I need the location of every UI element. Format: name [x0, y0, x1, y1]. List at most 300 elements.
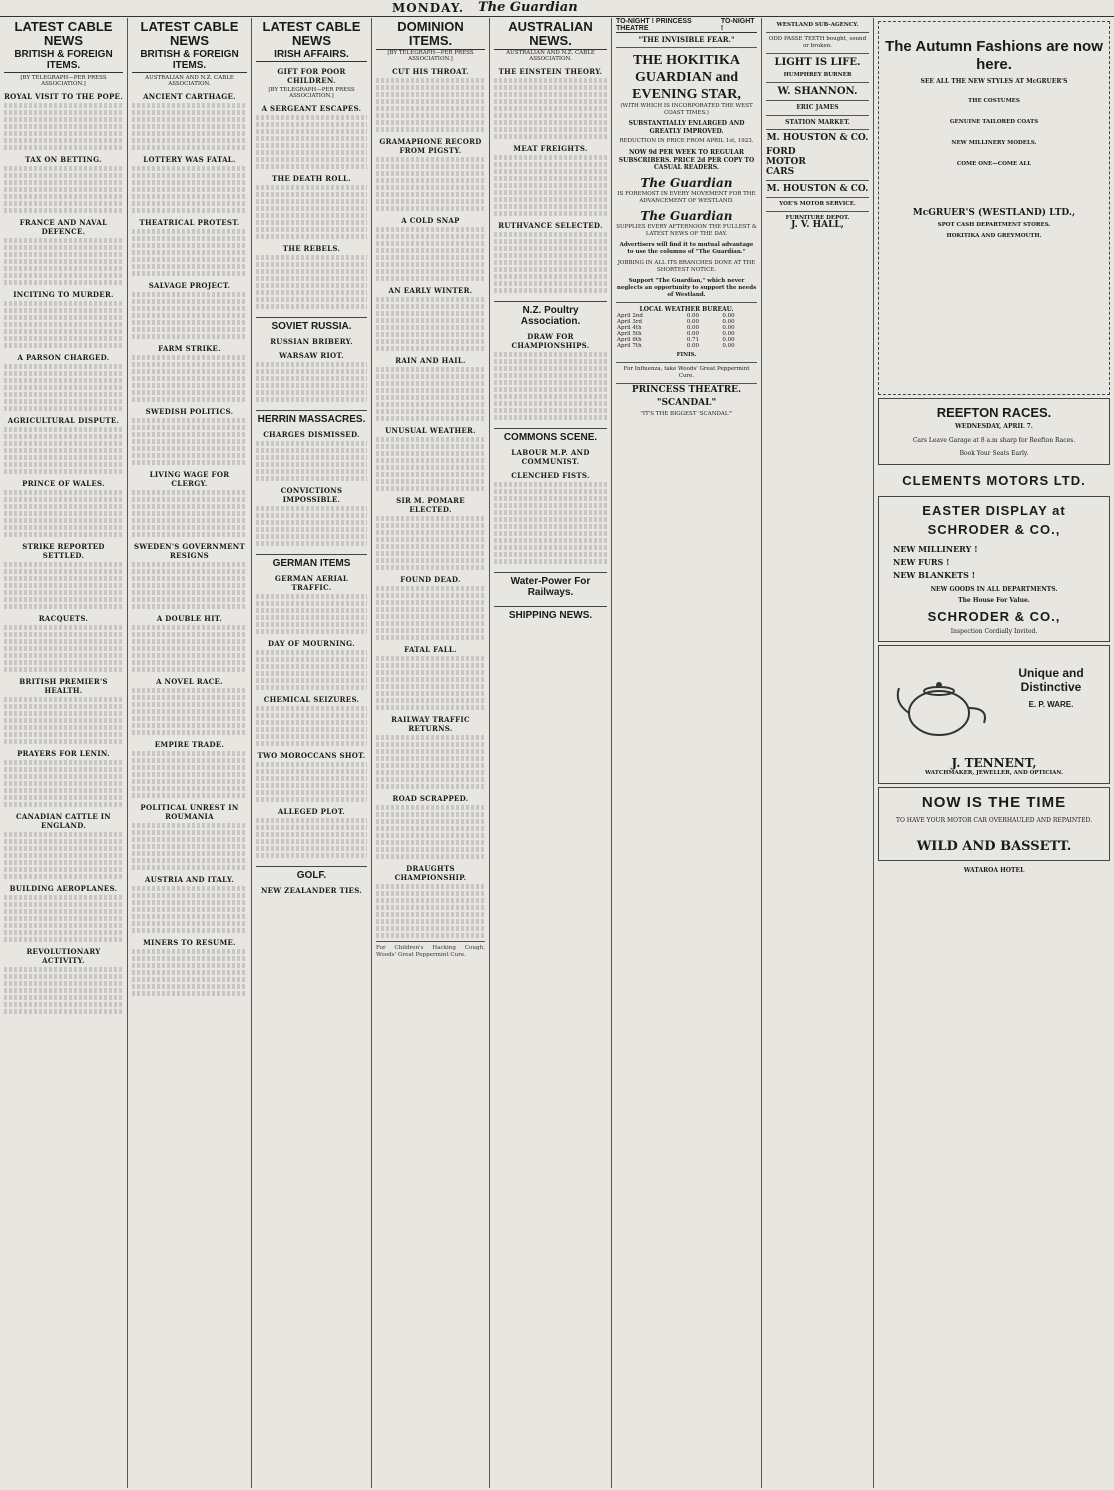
poultry-heading: N.Z. Poultry Association.: [494, 301, 607, 327]
body-text-line: [4, 504, 123, 509]
news-headline: PRINCE OF WALES.: [22, 478, 105, 488]
body-text-line: [4, 208, 123, 213]
body-text-line: [4, 767, 123, 772]
body-text-line: [494, 78, 607, 83]
news-headline: CLENCHED FISTS.: [511, 470, 590, 480]
body-text-line: [376, 437, 485, 442]
wild-bassett-ad: [878, 787, 1110, 861]
body-text-line: [376, 381, 485, 386]
commons-heading: COMMONS SCENE.: [494, 428, 607, 443]
body-text-line: [494, 134, 607, 139]
body-text-line: [4, 937, 123, 942]
body-text-line: [4, 497, 123, 502]
body-text-line: [132, 716, 247, 721]
body-text-line: [4, 774, 123, 779]
body-text-line: [4, 646, 123, 651]
body-text-line: [494, 267, 607, 272]
mcgruer-name: McGRUER'S (WESTLAND) LTD.,: [912, 207, 1076, 218]
body-text-line: [132, 921, 247, 926]
body-text-line: [4, 967, 123, 972]
body-text-line: [494, 85, 607, 90]
body-text-line: [376, 304, 485, 309]
body-text-line: [132, 865, 247, 870]
scandal-subtitle: "IT'S THE BIGGEST 'SCANDAL'": [640, 410, 733, 417]
body-text-line: [376, 833, 485, 838]
news-headline: THEATRICAL PROTEST.: [139, 217, 240, 227]
body-text-line: [4, 832, 123, 837]
body-text-line: [256, 206, 367, 211]
now-time-heading: NOW IS THE TIME: [921, 794, 1067, 811]
body-text-line: [256, 853, 367, 858]
paper-name: The Guardian: [478, 0, 578, 15]
body-text-line: [376, 339, 485, 344]
body-text-line: [4, 245, 123, 250]
body-text-line: [4, 266, 123, 271]
body-text-line: [256, 671, 367, 676]
body-text-line: [376, 826, 485, 831]
body-text-line: [376, 656, 485, 661]
houston-heading-2: M. HOUSTON & CO.: [766, 184, 869, 194]
body-text-line: [4, 194, 123, 199]
body-text-line: [376, 777, 485, 782]
body-text-line: [494, 211, 607, 216]
enlarged-notice: SUBSTANTIALLY ENLARGED AND GREATLY IMPROVED.: [628, 120, 745, 135]
body-text-line: [4, 795, 123, 800]
body-text-line: [132, 418, 247, 423]
news-headline: CHARGES DISMISSED.: [263, 429, 360, 439]
body-text-line: [494, 408, 607, 413]
body-text-line: [376, 805, 485, 810]
body-text-line: [256, 534, 367, 539]
body-text-line: [256, 650, 367, 655]
body-text-line: [376, 409, 485, 414]
body-text-line: [494, 190, 607, 195]
weather-cell: 0.71: [686, 337, 700, 343]
body-text-line: [132, 667, 247, 672]
news-headline: GRAMAPHONE RECORD FROM PIGSTY.: [379, 136, 482, 155]
body-text-line: [494, 120, 607, 125]
body-text-line: [4, 718, 123, 723]
body-text-line: [4, 988, 123, 993]
unique-heading: Unique and Distinctive: [1018, 666, 1084, 694]
news-headline: WARSAW RIOT.: [279, 350, 344, 360]
motor-car-heading: TO HAVE YOUR MOTOR CAR OVERHAULED AND REPAINTED.: [895, 817, 1093, 824]
body-text-line: [256, 383, 367, 388]
body-text-line: [4, 427, 123, 432]
easter-heading: EASTER DISPLAY at: [922, 502, 1066, 518]
houston-heading: M. HOUSTON & CO.: [766, 133, 869, 143]
body-text-line: [4, 583, 123, 588]
body-text-line: [494, 281, 607, 286]
body-text-line: [376, 120, 485, 125]
body-text-line: [494, 352, 607, 357]
body-text-line: [4, 371, 123, 376]
body-text-line: [256, 727, 367, 732]
body-text-line: [132, 138, 247, 143]
news-headline: GERMAN AERIAL TRAFFIC.: [274, 573, 349, 592]
telegraph-note: AUSTRALIAN AND N.Z. CABLE ASSOCIATION.: [145, 74, 234, 87]
finis: FINIS.: [676, 352, 697, 358]
body-text-line: [4, 895, 123, 900]
body-text-line: [4, 273, 123, 278]
news-headline: LIVING WAGE FOR CLERGY.: [149, 469, 230, 488]
body-text-line: [494, 239, 607, 244]
body-text-line: [4, 1009, 123, 1014]
body-text-line: [376, 157, 485, 162]
body-text-line: [132, 187, 247, 192]
column-subheading: IRISH AFFAIRS.: [256, 49, 367, 62]
page-masthead: [0, 0, 1114, 17]
millinery-heading: NEW MILLINERY MODELS.: [951, 139, 1037, 146]
body-text-line: [256, 157, 367, 162]
body-text-line: [376, 444, 485, 449]
film-title: "THE INVISIBLE FEAR.": [638, 35, 735, 44]
body-text-line: [256, 629, 367, 634]
body-text-line: [376, 479, 485, 484]
body-text-line: [256, 685, 367, 690]
body-text-line: [132, 525, 247, 530]
body-text-line: [376, 241, 485, 246]
body-text-line: [256, 664, 367, 669]
body-text-line: [256, 185, 367, 190]
weather-cell: 0.00: [722, 325, 735, 331]
body-text-line: [4, 930, 123, 935]
body-text-line: [494, 538, 607, 543]
guardian-blackletter-1: The Guardian: [640, 175, 733, 190]
body-text-line: [376, 248, 485, 253]
body-text-line: [132, 166, 247, 171]
ware-name: E. P. WARE.: [1028, 700, 1074, 709]
body-text-line: [256, 136, 367, 141]
body-text-line: [494, 531, 607, 536]
body-text-line: [256, 818, 367, 823]
body-text-line: [376, 544, 485, 549]
race-cars: Cars Leave Garage at 8 a.m sharp for Reefton Races.: [912, 436, 1076, 444]
body-text-line: [132, 562, 247, 567]
body-text-line: [4, 760, 123, 765]
body-text-line: [376, 416, 485, 421]
body-text-line: [4, 667, 123, 672]
theatre-tonight-right: TO-NIGHT !: [720, 18, 755, 32]
body-text-line: [494, 204, 607, 209]
body-text-line: [494, 113, 607, 118]
body-text-line: [256, 594, 367, 599]
telegraph-note: [BY TELEGRAPH—PER PRESS ASSOCIATION.]: [387, 49, 474, 62]
body-text-line: [132, 243, 247, 248]
body-text-line: [376, 698, 485, 703]
news-headline: FOUND DEAD.: [400, 574, 461, 584]
body-text-line: [376, 812, 485, 817]
body-text-line: [132, 970, 247, 975]
inspection: Inspection Cordially Invited.: [950, 627, 1038, 635]
body-text-line: [376, 684, 485, 689]
body-text-line: [4, 632, 123, 637]
body-text-line: [256, 115, 367, 120]
news-headline: TAX ON BETTING.: [25, 154, 102, 164]
body-text-line: [256, 390, 367, 395]
weather-cell: April 5th: [617, 331, 642, 337]
body-text-line: [256, 615, 367, 620]
news-headline: BUILDING AEROPLANES.: [9, 883, 118, 893]
body-text-line: [4, 441, 123, 446]
news-headline: AN EARLY WINTER.: [388, 285, 473, 295]
body-text-line: [494, 162, 607, 167]
body-text-line: [132, 236, 247, 241]
clements-heading: CLEMENTS MOTORS LTD.: [902, 472, 1086, 488]
body-text-line: [494, 197, 607, 202]
body-text-line: [132, 844, 247, 849]
body-text-line: [376, 92, 485, 97]
body-text-line: [256, 678, 367, 683]
telegraph-note: [BY TELEGRAPH—PER PRESS ASSOCIATION.]: [268, 86, 355, 99]
body-text-line: [256, 129, 367, 134]
body-text-line: [494, 489, 607, 494]
body-text-line: [376, 840, 485, 845]
body-text-line: [132, 723, 247, 728]
body-text-line: [256, 376, 367, 381]
herrin-heading: HERRIN MASSACRES.: [256, 410, 367, 425]
body-text-line: [132, 355, 247, 360]
ware-ad: [878, 645, 1110, 784]
body-text-line: [4, 455, 123, 460]
schroder-name-2: SCHRODER & CO.,: [927, 608, 1061, 624]
body-text-line: [376, 621, 485, 626]
body-text-line: [494, 99, 607, 104]
news-headline: RAIN AND HAIL.: [395, 355, 466, 365]
body-text-line: [4, 280, 123, 285]
body-text-line: [376, 516, 485, 521]
body-text-line: [376, 749, 485, 754]
body-text-line: [4, 874, 123, 879]
body-text-line: [132, 390, 247, 395]
body-text-line: [256, 797, 367, 802]
station-heading: STATION MARKET.: [785, 118, 850, 126]
new-item-line: NEW BLANKETS !: [893, 569, 976, 580]
body-text-line: [256, 227, 367, 232]
column-irish-affairs: [252, 18, 372, 1488]
news-headline: UNUSUAL WEATHER.: [385, 425, 476, 435]
body-text-line: [494, 366, 607, 371]
body-text-line: [132, 695, 247, 700]
body-text-line: [132, 709, 247, 714]
body-text-line: [376, 677, 485, 682]
body-text-line: [132, 758, 247, 763]
weather-cell: 0.00: [686, 313, 700, 319]
body-text-line: [132, 490, 247, 495]
body-text-line: [256, 276, 367, 281]
body-text-line: [376, 663, 485, 668]
body-text-line: [4, 974, 123, 979]
body-text-line: [4, 802, 123, 807]
body-text-line: [132, 194, 247, 199]
german-heading: GERMAN ITEMS: [256, 554, 367, 569]
body-text-line: [132, 569, 247, 574]
body-text-line: [376, 192, 485, 197]
body-text-line: [4, 308, 123, 313]
news-headline: POLITICAL UNREST IN ROUMANIA: [140, 802, 239, 821]
body-text-line: [132, 145, 247, 150]
body-text-line: [4, 259, 123, 264]
body-text-line: [132, 362, 247, 367]
body-text-line: [494, 503, 607, 508]
body-text-line: [256, 304, 367, 309]
body-text-line: [132, 446, 247, 451]
body-text-line: [4, 138, 123, 143]
news-headline: AGRICULTURAL DISPUTE.: [7, 415, 120, 425]
column-display-ads: [874, 18, 1114, 1488]
body-text-line: [376, 127, 485, 132]
body-text-line: [376, 905, 485, 910]
body-text-line: [376, 770, 485, 775]
body-text-line: [376, 85, 485, 90]
news-headline: CANADIAN CATTLE IN ENGLAND.: [16, 811, 111, 830]
body-text-line: [132, 597, 247, 602]
schroder-name: SCHRODER & CO.,: [927, 521, 1061, 537]
body-text-line: [4, 103, 123, 108]
body-text-line: [132, 907, 247, 912]
body-text-line: [256, 520, 367, 525]
teeth-ad: ODD PASSE TEETH bought, sound or broken.: [768, 36, 867, 49]
tailored-heading: GENUINE TAILORED COATS: [949, 118, 1039, 125]
weather-cell: 0.00: [686, 325, 700, 331]
news-headline: LOTTERY WAS FATAL.: [143, 154, 236, 164]
body-text-line: [494, 517, 607, 522]
body-text-line: [4, 597, 123, 602]
body-text-line: [4, 238, 123, 243]
body-text-line: [256, 622, 367, 627]
body-text-line: [494, 169, 607, 174]
body-text-line: [256, 527, 367, 532]
body-text-line: [256, 362, 367, 367]
body-text-line: [494, 545, 607, 550]
body-text-line: [376, 395, 485, 400]
news-headline: DAY OF MOURNING.: [268, 638, 355, 648]
body-text-line: [132, 956, 247, 961]
news-headline: SWEDISH POLITICS.: [145, 406, 234, 416]
body-text-line: [376, 551, 485, 556]
body-text-line: [376, 933, 485, 938]
body-text-line: [4, 590, 123, 595]
body-text-line: [132, 306, 247, 311]
news-headline: FATAL FALL.: [404, 644, 457, 654]
wataroa-heading: WATAROA HOTEL: [963, 866, 1025, 874]
body-text-line: [4, 322, 123, 327]
news-headline: MINERS TO RESUME.: [143, 937, 236, 947]
page-day: MONDAY.: [392, 1, 465, 15]
body-text-line: [376, 565, 485, 570]
body-text-line: [4, 781, 123, 786]
body-text-line: [4, 392, 123, 397]
section-subhead: GIFT FOR POOR CHILDREN.: [277, 66, 346, 85]
body-text-line: [4, 329, 123, 334]
news-headline: INCITING TO MURDER.: [13, 289, 114, 299]
body-text-line: [494, 106, 607, 111]
theatre-tonight-left: TO-NIGHT ! PRINCESS THEATRE: [616, 18, 692, 32]
body-text-line: [132, 604, 247, 609]
body-text-line: [132, 914, 247, 919]
news-headline: DRAUGHTS CHAMPIONSHIP.: [394, 863, 467, 882]
body-text-line: [132, 583, 247, 588]
princess-heading: PRINCESS THEATRE.: [631, 385, 742, 395]
news-headline: SIR M. POMARE ELECTED.: [396, 495, 465, 514]
commons-subheading: LABOUR M.P. AND COMMUNIST.: [511, 447, 590, 466]
body-text-line: [494, 387, 607, 392]
news-headline: SWEDEN'S GOVERNMENT RESIGNS: [133, 541, 246, 560]
teapot-illustration: [889, 658, 999, 748]
body-text-line: [4, 788, 123, 793]
body-text-line: [4, 902, 123, 907]
news-headline: EMPIRE TRADE.: [154, 739, 225, 749]
body-text-line: [4, 180, 123, 185]
body-text-line: [256, 506, 367, 511]
body-text-line: [132, 928, 247, 933]
body-text-line: [4, 201, 123, 206]
body-text-line: [4, 867, 123, 872]
body-text-line: [4, 490, 123, 495]
body-text-line: [132, 327, 247, 332]
body-text-line: [256, 199, 367, 204]
news-headline: CUT HIS THROAT.: [392, 66, 469, 76]
column-heading: AUSTRALIAN NEWS.: [494, 20, 607, 50]
body-text-line: [376, 628, 485, 633]
golf-heading: GOLF.: [256, 866, 367, 881]
soviet-heading: SOVIET RUSSIA.: [256, 317, 367, 332]
weather-heading: LOCAL WEATHER BUREAU.: [639, 305, 734, 313]
column-heading: LATEST CABLE NEWS: [14, 19, 113, 49]
body-text-line: [132, 751, 247, 756]
body-text-line: [376, 919, 485, 924]
body-text-line: [376, 607, 485, 612]
weather-cell: April 6th: [617, 337, 642, 343]
body-text-line: [4, 639, 123, 644]
body-text-line: [256, 290, 367, 295]
body-text-line: [4, 1002, 123, 1007]
news-headline: RACQUETS.: [38, 613, 89, 623]
body-text-line: [494, 288, 607, 293]
guardian-title: THE HOKITIKA GUARDIAN and EVENING STAR,: [632, 53, 741, 102]
body-text-line: [376, 854, 485, 859]
body-text-line: [4, 399, 123, 404]
body-text-line: [132, 576, 247, 581]
body-text-line: [132, 653, 247, 658]
body-text-line: [494, 274, 607, 279]
cough-ad: For Children's Hacking Cough, Woods' Great Peppermint Cure.: [376, 944, 485, 958]
weather-cell: 0.00: [722, 337, 735, 343]
body-text-line: [256, 541, 367, 546]
body-text-line: [132, 518, 247, 523]
body-text-line: [256, 734, 367, 739]
body-text-line: [494, 176, 607, 181]
body-text-line: [132, 117, 247, 122]
body-text-line: [376, 227, 485, 232]
body-text-line: [256, 213, 367, 218]
body-text-line: [376, 558, 485, 563]
body-text-line: [4, 131, 123, 136]
body-text-line: [494, 232, 607, 237]
body-text-line: [494, 380, 607, 385]
body-text-line: [4, 625, 123, 630]
body-text-line: [132, 893, 247, 898]
body-text-line: [132, 625, 247, 630]
body-text-line: [376, 705, 485, 710]
body-text-line: [4, 660, 123, 665]
body-text-line: [132, 497, 247, 502]
weather-cell: 0.00: [722, 343, 735, 349]
column-guardian-notices: [612, 18, 762, 1488]
body-text-line: [376, 784, 485, 789]
body-text-line: [376, 742, 485, 747]
body-text-line: [256, 769, 367, 774]
